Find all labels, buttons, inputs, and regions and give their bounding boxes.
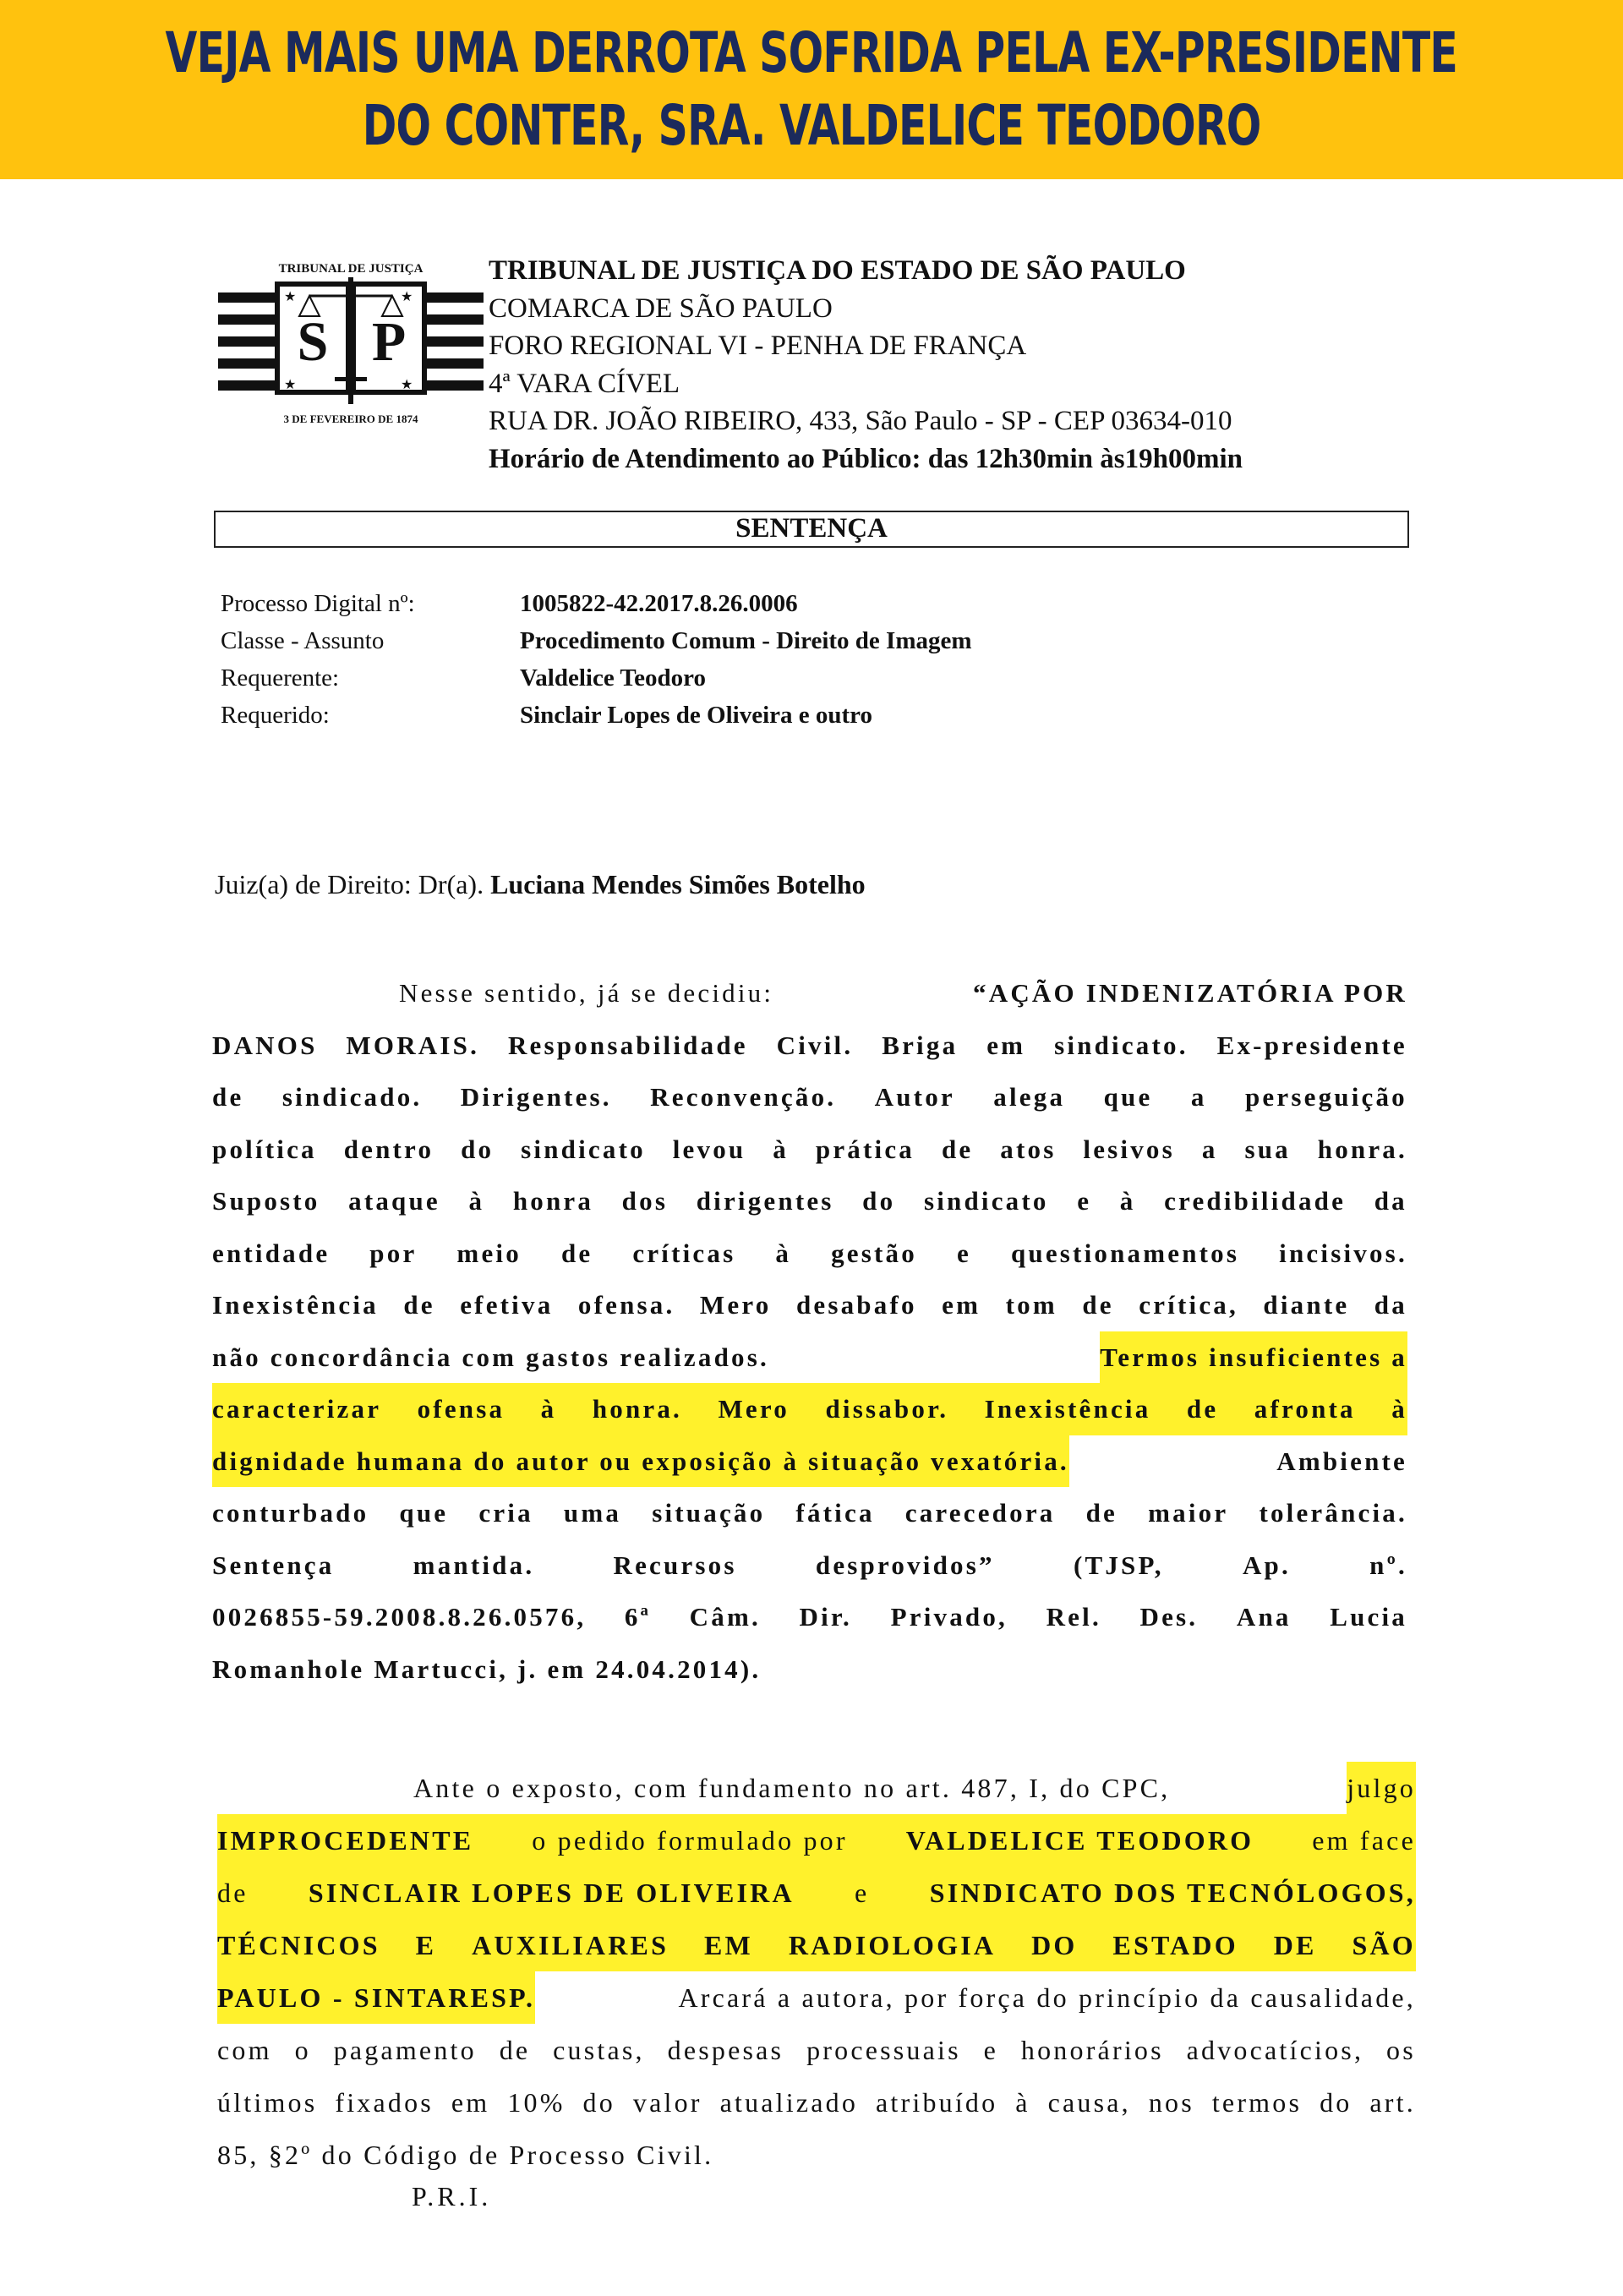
case-row [221,622,972,659]
text-line: 85, §2º do Código de Processo Civil. [217,2140,714,2170]
case-value-class: Procedimento Comum - Direito de Imagem [520,627,972,654]
case-row [221,697,972,734]
highlighted-text: Termos insuficientes a [1100,1331,1407,1384]
text-line: Romanhole Martucci, j. em 24.04.2014). [212,1654,762,1684]
court-address: RUA DR. JOÃO RIBEIRO, 433, São Paulo - SP - CEP 03634-010 [489,406,1232,436]
text-line-highlighted: caracterizar ofensa à honra. Mero dissabor. Inexistência de afronta à [212,1383,1407,1435]
court-header [216,233,1417,474]
court-vara: 4ª VARA CÍVEL [489,368,680,399]
headline-banner [0,0,1623,179]
text-line: Inexistência de efetiva ofensa. Mero desabafo em tom de crítica, diante da [212,1290,1407,1320]
ruling-decision-paragraph [217,1762,1416,2181]
text-line-highlighted: TÉCNICOS E AUXILIARES EM RADIOLOGIA DO ESTADO DE SÃO [217,1919,1416,1971]
case-info-table [221,585,972,734]
highlighted-text: dignidade humana do autor ou exposição à situação vexatória. [212,1435,1069,1488]
case-value-process: 1005822-42.2017.8.26.0006 [520,590,798,617]
text-line: dignidade humana do autor ou exposição à situação vexatória. Ambiente [212,1435,1407,1488]
headline-line-1: VEJA MAIS UMA DERROTA SOFRIDA PELA EX-PRESIDENTE [165,20,1458,85]
case-value-defendant: Sinclair Lopes de Oliveira e outro [520,702,873,729]
highlighted-text: PAULO - SINTARESP. [217,1971,535,2024]
judge-label: Juiz(a) de Direito: Dr(a). [215,869,491,899]
text-line: com o pagamento de custas, despesas processuais e honorários advocatícios, os [217,2035,1416,2065]
svg-text:★: ★ [284,288,297,304]
text-line: 0026855-59.2008.8.26.0576, 6ª Câm. Dir. Privado, Rel. Des. Ana Lucia [212,1602,1407,1632]
svg-text:★: ★ [401,376,413,392]
text-line: últimos fixados em 10% do valor atualizado atribuído à causa, nos termos do art. [217,2087,1416,2118]
closing-pri: P.R.I. [412,2181,492,2211]
text-line: PAULO - SINTARESP. Arcará a autora, por força do princípio da causalidade, [217,1971,1416,2024]
text-line: conturbado que cria uma situação fática carecedora de maior tolerância. [212,1498,1407,1528]
svg-text:★: ★ [401,288,413,304]
seal-letter-p: P [371,311,407,373]
court-name: TRIBUNAL DE JUSTIÇA DO ESTADO DE SÃO PAULO [489,255,1186,286]
svg-text:★: ★ [284,376,297,392]
judge-name: Luciana Mendes Simões Botelho [490,869,866,899]
text-line: Nesse sentido, já se decidiu: “AÇÃO INDENIZATÓRIA POR [399,978,1407,1008]
seal-bottom-text: 3 DE FEVEREIRO DE 1874 [283,413,418,425]
case-label-plaintiff: Requerente: [221,664,340,692]
court-comarca: COMARCA DE SÃO PAULO [489,292,833,324]
document-title: SENTENÇA [214,511,1409,548]
text-line: Ante o exposto, com fundamento no art. 487, I, do CPC, julgo [217,1762,1416,1814]
case-value-plaintiff: Valdelice Teodoro [520,664,706,692]
text-line: entidade por meio de críticas à gestão e questionamentos incisivos. [212,1238,1407,1268]
text-line: DANOS MORAIS. Responsabilidade Civil. Briga em sindicato. Ex-presidente [212,1030,1407,1060]
text-line-highlighted: de SINCLAIR LOPES DE OLIVEIRA e SINDICATO DOS TECNÓLOGOS, [217,1867,1416,1919]
case-row [221,659,972,697]
highlighted-text: julgo [1347,1762,1416,1814]
judge-line [215,866,866,903]
text-line: política dentro do sindicato levou à prática de atos lesivos a sua honra. [212,1134,1407,1164]
text-line-highlighted: IMPROCEDENTE o pedido formulado por VALDELICE TEODORO em face [217,1814,1416,1867]
case-label-defendant: Requerido: [221,702,330,729]
text-line: Sentença mantida. Recursos desprovidos” (TJSP, Ap. nº. [212,1550,1407,1580]
court-info [489,252,1243,478]
seal-top-text: TRIBUNAL DE JUSTIÇA [278,262,424,276]
case-label-process: Processo Digital nº: [221,590,415,617]
text-line: não concordância com gastos realizados. Termos insuficientes a [212,1331,1407,1384]
court-seal-logo [216,240,485,428]
seal-letter-s: S [297,311,329,373]
court-foro: FORO REGIONAL VI - PENHA DE FRANÇA [489,331,1027,361]
case-label-class: Classe - Assunto [221,627,385,654]
case-row [221,585,972,622]
headline-line-2: DO CONTER, SRA. VALDELICE TEODORO [362,93,1261,158]
text-line: de sindicado. Dirigentes. Reconvenção. Autor alega que a perseguição [212,1082,1407,1112]
ruling-citation-paragraph [212,967,1407,1695]
court-hours: Horário de Atendimento ao Público: das 12h30min às19h00min [489,443,1243,474]
text-line: Suposto ataque à honra dos dirigentes do sindicato e à credibilidade da [212,1186,1407,1216]
